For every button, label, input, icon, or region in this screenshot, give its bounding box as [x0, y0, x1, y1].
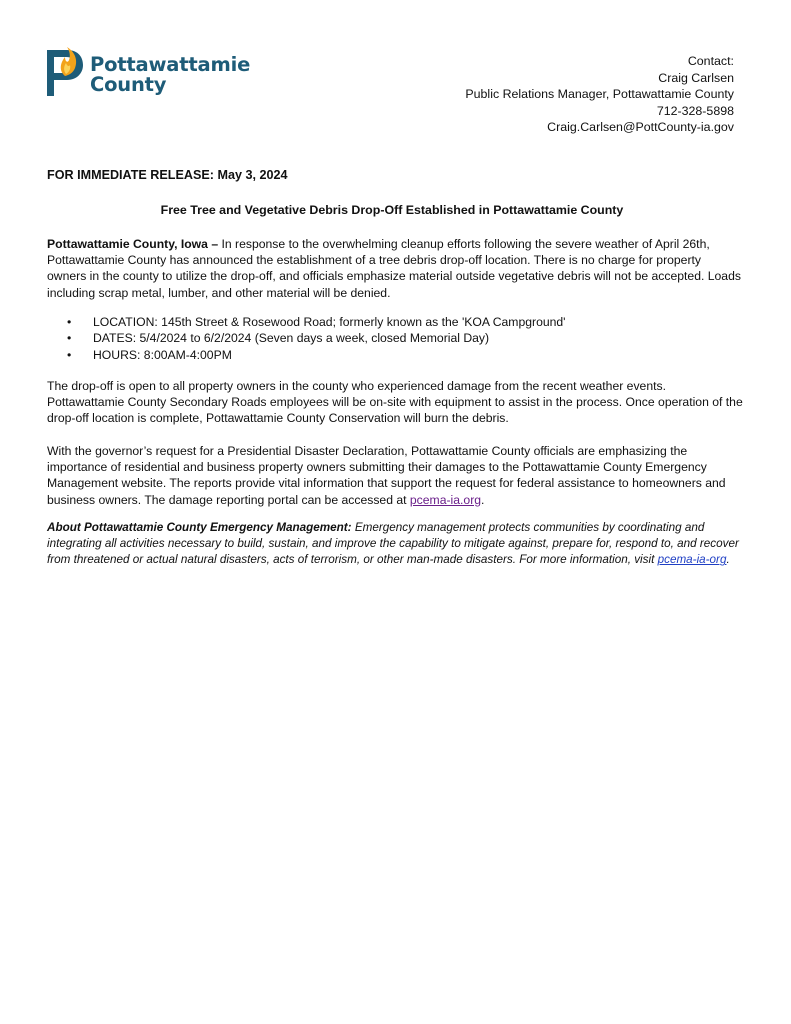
logo-line-1: Pottawattamie	[90, 53, 251, 76]
declaration-end: .	[481, 492, 485, 507]
bullet-mark: •	[67, 347, 72, 362]
contact-title: Public Relations Manager, Pottawattamie County	[465, 87, 734, 101]
contact-email[interactable]: Craig.Carlsen@PottCounty-ia.gov	[547, 120, 734, 134]
release-date: FOR IMMEDIATE RELEASE: May 3, 2024	[47, 168, 288, 182]
declaration-paragraph	[47, 443, 743, 508]
logo-line-2: County	[90, 73, 167, 96]
details-list	[67, 314, 566, 363]
list-item-text: HOURS: 8:00AM-4:00PM	[93, 347, 232, 362]
about-text: Emergency management protects communities by coordinating and integrating all activities necessary to build, sustain, and improve the capability to mitigate against, prepare for, respond to, and recover from threatened or actual natural disasters, acts of terrorism, or other man-made disasters. For more information, visit	[47, 521, 739, 567]
about-paragraph	[47, 520, 743, 569]
list-item	[67, 330, 566, 346]
declaration-text: With the governor’s request for a Presidential Disaster Declaration, Pottawattamie County officials are emphasizing the importance of residential and business property owners submitting their damages to the Pottawattamie County Emergency Management website. The reports provide vital information that support the request for federal assistance to homeowners and business owners. The damage reporting portal can be accessed at	[47, 444, 726, 507]
contact-name: Craig Carlsen	[658, 70, 734, 85]
list-item-text: DATES: 5/4/2024 to 6/2/2024 (Seven days a week, closed Memorial Day)	[93, 331, 490, 346]
about-end: .	[726, 553, 730, 567]
logo-wordmark	[90, 55, 250, 95]
contact-block	[465, 53, 734, 136]
intro-text: In response to the overwhelming cleanup efforts following the severe weather of April 26th, Pottawattamie County has announced the establishment of a tree debris drop-off location. There is no charge for property owners in the county to utilize the drop-off, and officials emphasize material outside vegetative debris will not be accepted. Loads including scrap metal, lumber, and other material will be denied.	[47, 237, 741, 300]
bullet-mark: •	[67, 315, 72, 329]
dropoff-paragraph: The drop-off is open to all property owners in the county who experienced damage from the recent weather events. Pottawattamie County Secondary Roads employees will be on-site with equipment to assist in the process. Once operation of the drop-off location is complete, Pottawattamie County Conservation will burn the debris.	[47, 379, 743, 426]
dateline: Pottawattamie County, Iowa –	[47, 237, 219, 251]
pcema-link[interactable]: pcema-ia.org	[409, 492, 482, 507]
contact-phone: 712-328-5898	[656, 103, 734, 118]
county-flame-p-icon	[45, 46, 87, 98]
county-logo	[45, 46, 265, 100]
list-item	[67, 314, 566, 330]
intro-paragraph	[47, 236, 743, 301]
list-item-text: LOCATION: 145th Street & Rosewood Road; formerly known as the 'KOA Campground'	[93, 315, 566, 329]
about-heading: About Pottawattamie County Emergency Management:	[47, 521, 352, 534]
headline: Free Tree and Vegetative Debris Drop-Off Established in Pottawattamie County	[160, 203, 624, 217]
list-item	[67, 347, 566, 363]
bullet-mark: •	[67, 331, 72, 346]
contact-label: Contact:	[687, 54, 734, 68]
about-link[interactable]: pcema-ia-org	[657, 553, 727, 567]
